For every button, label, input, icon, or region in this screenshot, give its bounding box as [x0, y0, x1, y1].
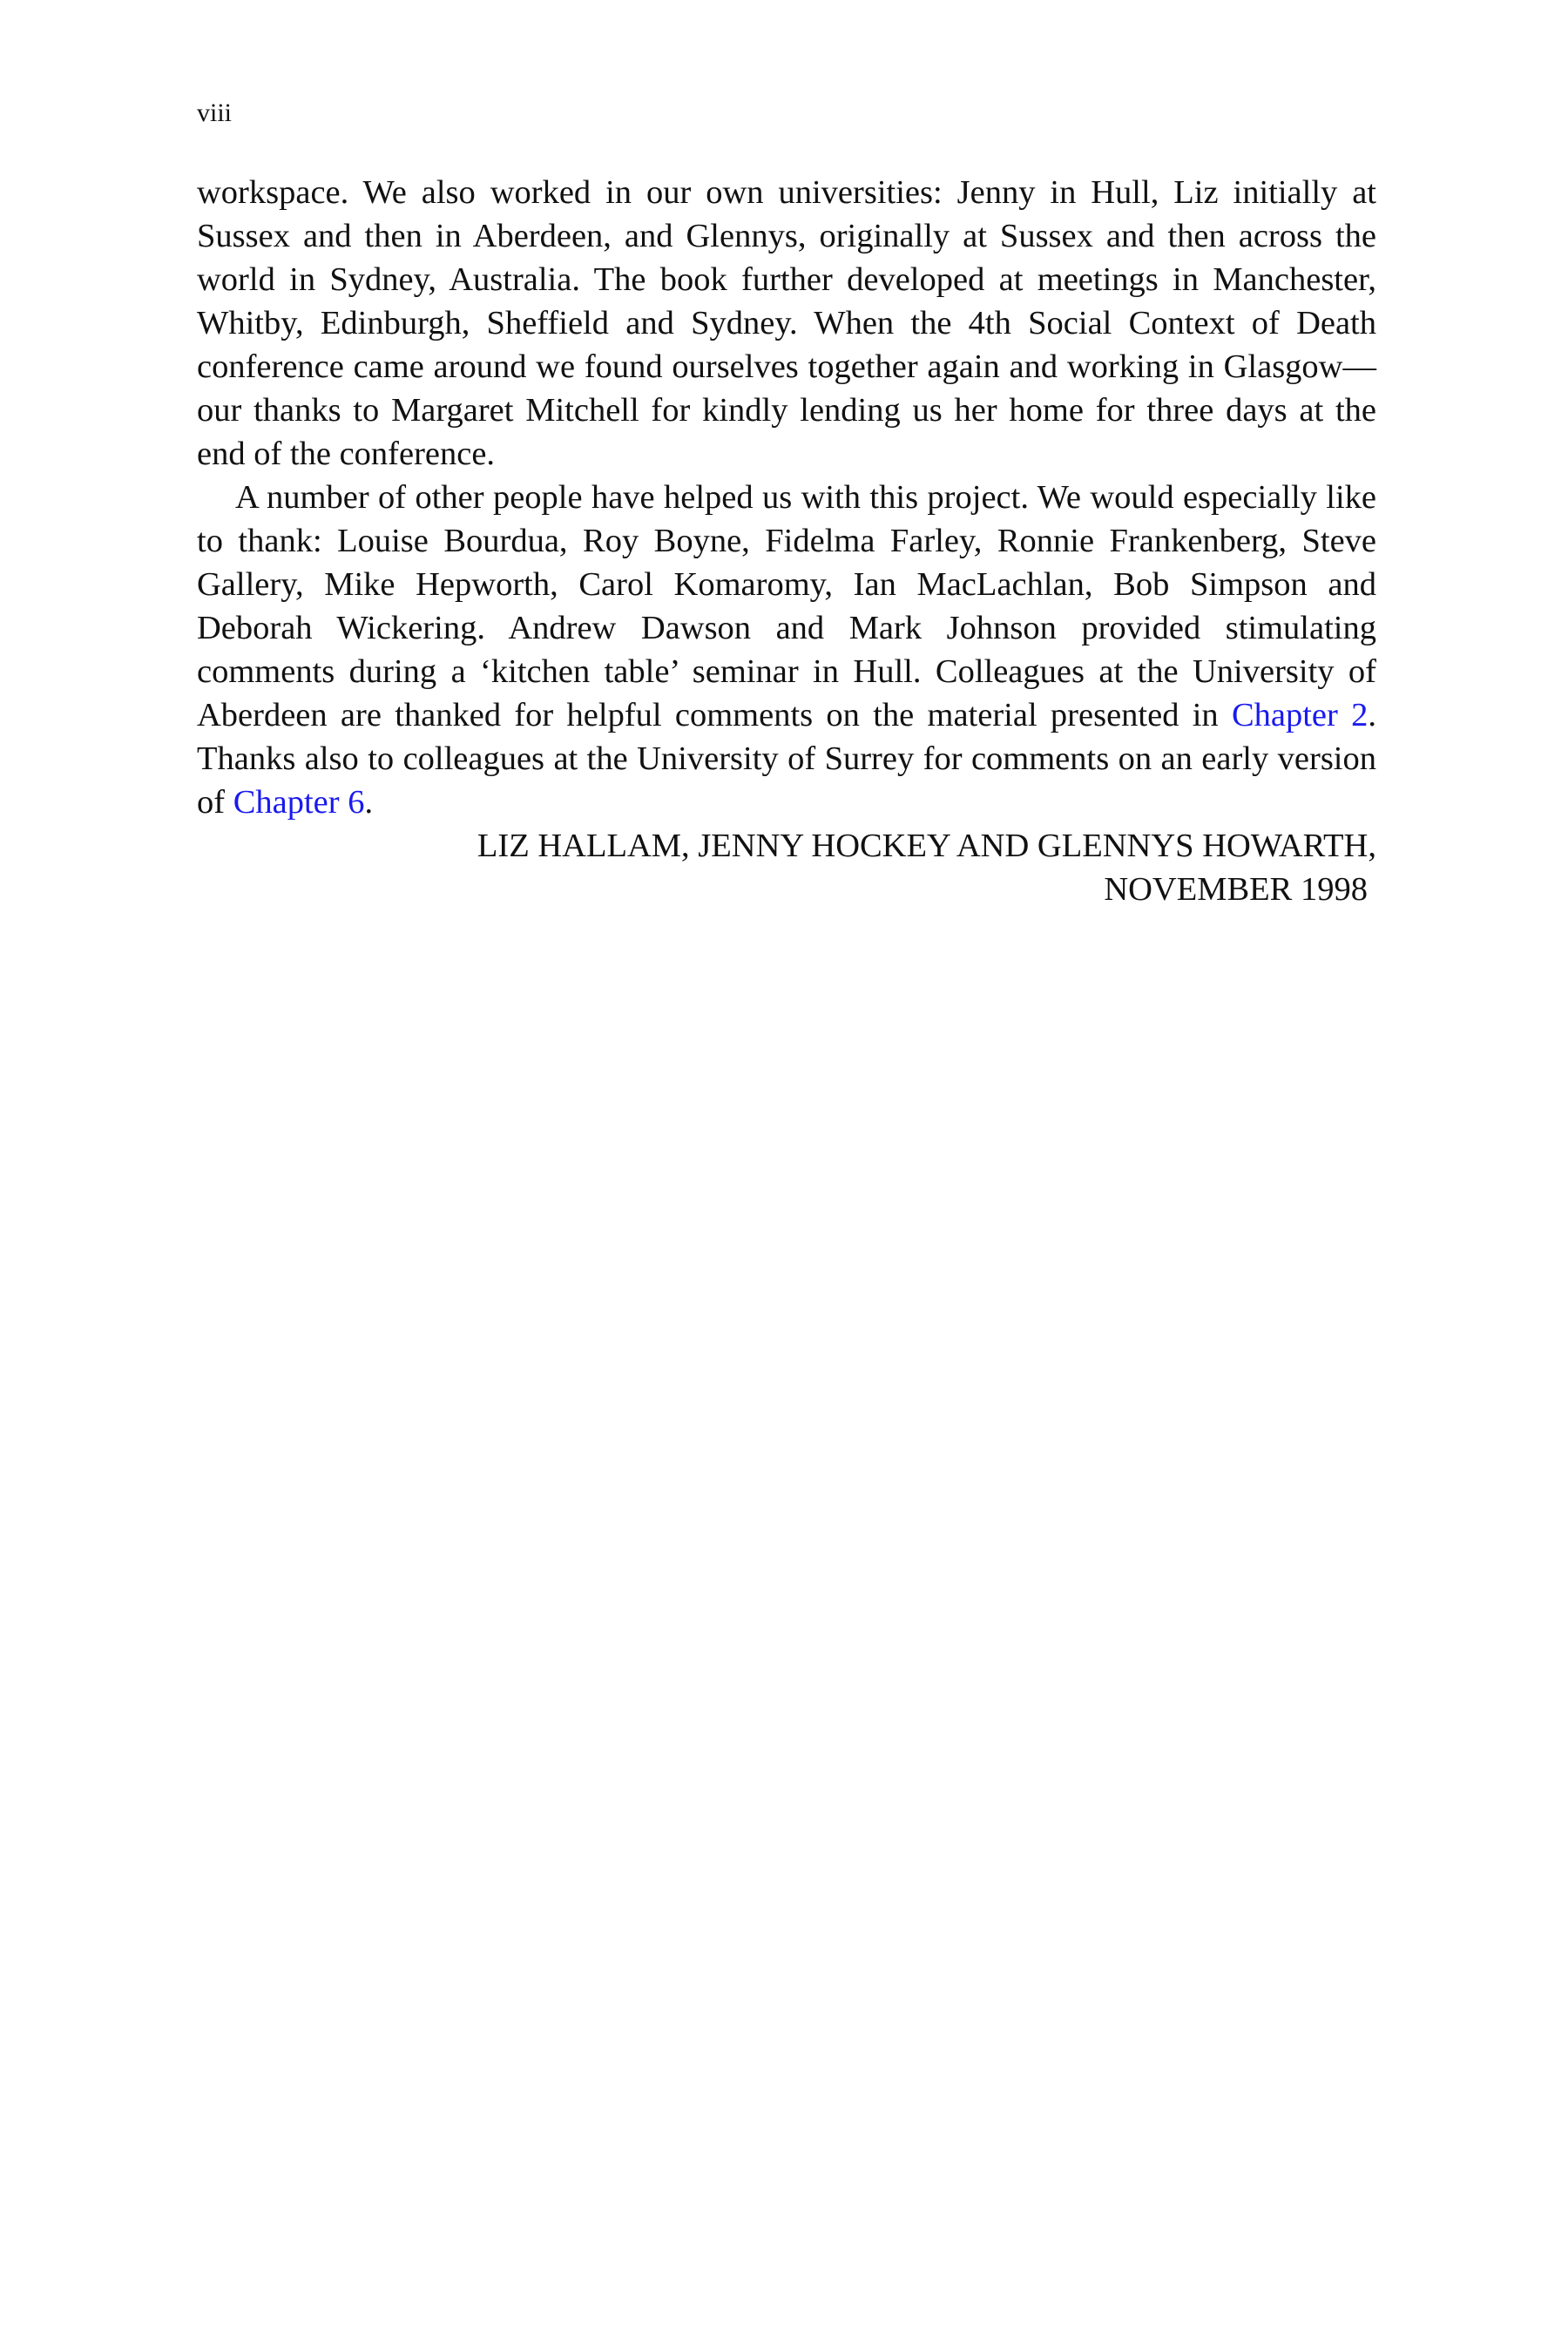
signature: [197, 824, 1376, 911]
signature-date: NOVEMBER 1998: [1104, 871, 1368, 908]
paragraph-acknowledgements-text-3: .: [364, 784, 374, 821]
chapter-6-link[interactable]: Chapter 6: [233, 784, 365, 821]
signature-names: LIZ HALLAM, JENNY HOCKEY AND GLENNYS HOWARTH,: [476, 828, 1376, 864]
paragraph-acknowledgements: [197, 476, 1376, 824]
paragraph-workspace: workspace. We also worked in our own universities: Jenny in Hull, Liz initially at Sussex and then in Aberdeen, and Glennys, originally at Sussex and then across the world in Sydney, Australia. The book further developed at meetings in Manchester, Whitby, Edinburgh, Sheffield and Sydney. When the 4th Social Context of Death conference came around we found ourselves together again and working in Glasgow—our thanks to Margaret Mitchell for kindly lending us her home for three days at the end of the conference.: [197, 174, 1376, 472]
page-number: viii: [197, 98, 233, 127]
paragraph-acknowledgements-text-2: . Thanks also to colleagues at the University of Surrey for comments on an early version of: [197, 697, 1377, 821]
body-text: [197, 171, 1376, 911]
paragraph-acknowledgements-text-1: A number of other people have helped us with this project. We would especially like to thank: Louise Bourdua, Roy Boyne, Fidelma Farley, Ronnie Frankenberg, Steve Gallery, Mike Hepworth, Carol Komaromy, Ian MacLachlan, Bob Simpson and Deborah Wickering. Andrew Dawson and Mark Johnson provided stimulating comments during a ‘kitchen table’ seminar in Hull. Colleagues at the University of Aberdeen are thanked for helpful comments on the material presented in: [197, 479, 1376, 733]
chapter-2-link[interactable]: Chapter 2: [1231, 697, 1369, 733]
